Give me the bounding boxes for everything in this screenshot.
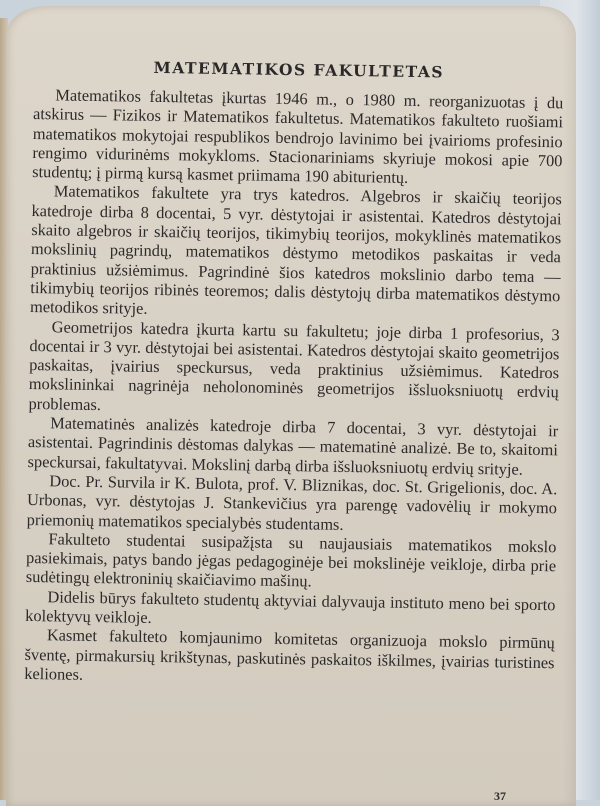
- paragraph-komsomol-events: Kasmet fakulteto komjaunimo komitetas organizuoja mokslo pirmūnų šventę, pirmakursių krikštynas, paskutinės paskaitos iškilmes, įvairias turistines keliones.: [24, 625, 555, 684]
- book-page: [6, 6, 576, 806]
- paragraph-analysis-department: Matematinės analizės katedroje dirba 7 docentai, 3 vyr. dėstytojai ir asistentai. Pagrindinis dėstomas dalykas — matematinė analizė. Be to, skaitomi speckursai, fakultatyvai. Mokslinį darbą dirba išsluoksniuotų erdvių srityje.: [27, 413, 559, 479]
- paragraph-geometry-department: Geometrijos katedra įkurta kartu su fakultetu; joje dirba 1 profesorius, 3 docentai ir 3 vyr. dėstytojai bei asistentai. Katedros dėstytojai skaito geometrijos paskaitas, įvairius speckursus, veda praktinius užsiėmimus. Katedros mokslininkai nagrinėja neholonominės geometrijos išsluoksniuotų erdvių problemas.: [28, 316, 560, 414]
- paragraph-art-sports: Didelis būrys fakulteto studentų aktyviai dalyvauja instituto meno bei sporto kolektyvų veikloje.: [25, 586, 556, 627]
- page-content: [24, 56, 564, 691]
- page-title: MATEMATIKOS FAKULTETAS: [153, 57, 445, 82]
- paragraph-algebra-department: Matematikos fakultete yra trys katedros. Algebros ir skaičių teorijos katedroje dirba 8 docentai, 5 vyr. dėstytojai ir asistentai. Katedros dėstytojai skaito algebros ir skaičių teorijos, tikimybių teorijos, mokyklinės matematikos mokslinių pagrindų, matematikos dėstymo metodikos paskaitas ir veda praktinius užsiėmimus. Pagrindinė šios katedros mokslinio darbo tema — tikimybių teorijos ribinės teoremos; dalis dėstytojų dirba matematikos dėstymo metodikos srityje.: [29, 181, 562, 319]
- paragraph-founding: Matematikos fakultetas įkurtas 1946 m., o 1980 m. reorganizuotas į du atskirus — Fizikos ir Matematikos fakultetus. Matematikos fakulteto ruošiami matematikos mokytojai respublikos bendrojo lavinimo bei įvairioms profesinio rengimo vidurinėms mokykloms. Stacionariniams skyriuje mokosi apie 700 studentų; į pirmą kursą kasmet priimama 190 abiturientų.: [32, 85, 564, 188]
- paragraph-textbook-authors: Doc. Pr. Survila ir K. Bulota, prof. V. Bliznikas, doc. St. Grigelionis, doc. A. Urbonas, vyr. dėstytojas J. Stankevičius yra parengę vadovėlių ir mokymo priemonių matematikos specialybės studentams.: [26, 471, 558, 534]
- page-number: 37: [494, 789, 506, 803]
- paragraph-student-activities: Fakulteto studentai susipažįsta su naujausiais matematikos mokslo pasiekimais, patys bando jėgas pedagoginėje bei mokslinėje veikloje, dirba prie sudėtingų elektroninių skaičiavimo mašinų.: [25, 529, 557, 591]
